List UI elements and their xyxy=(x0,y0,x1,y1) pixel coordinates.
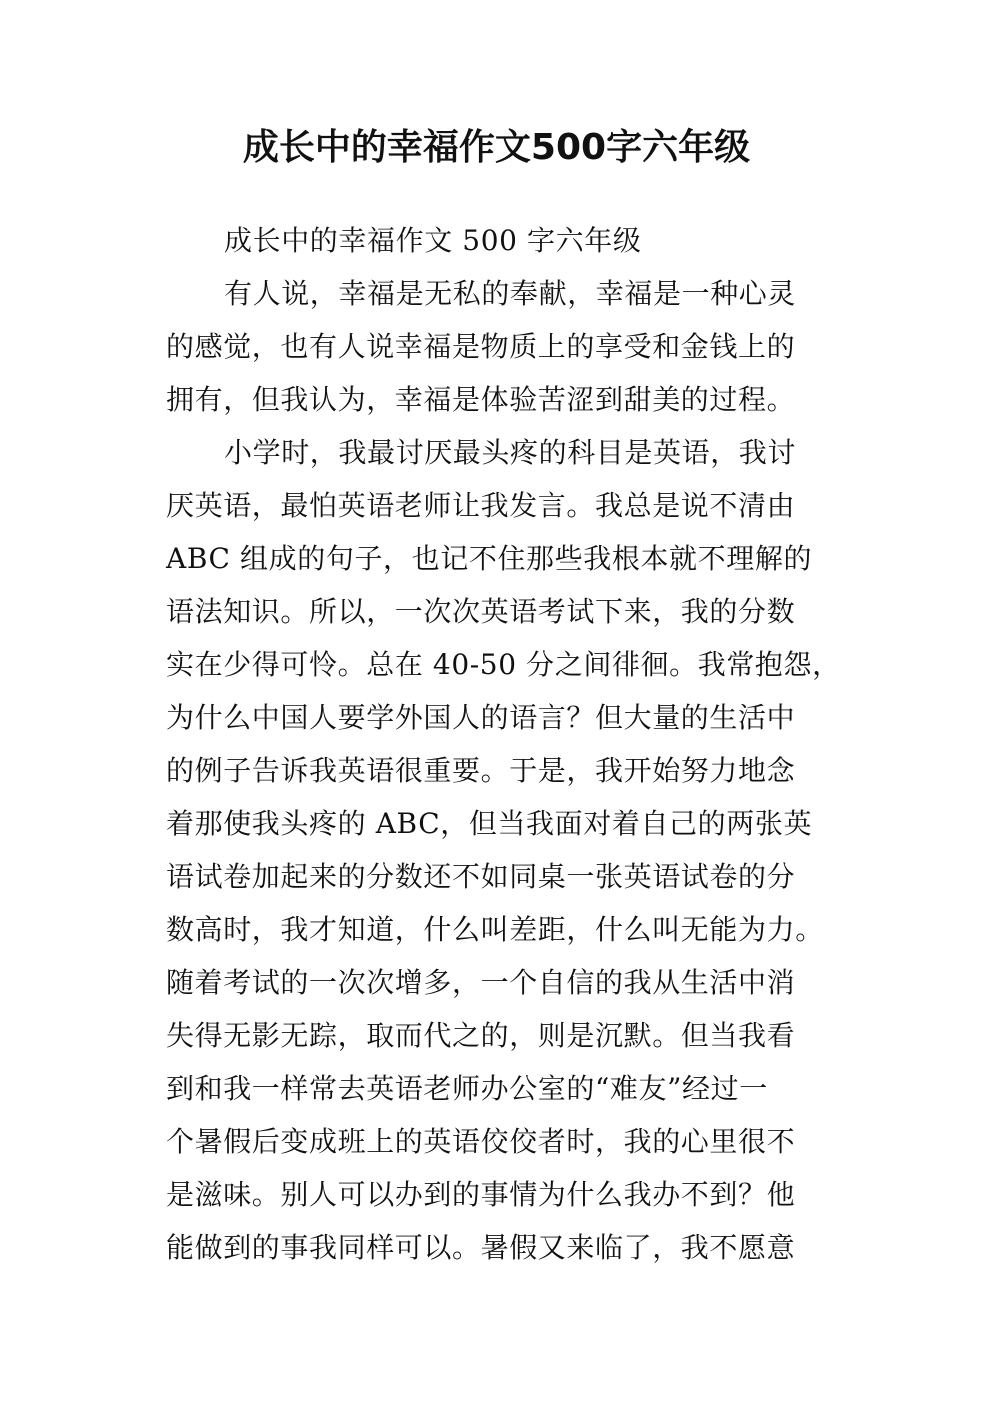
document-body xyxy=(166,214,846,1274)
paragraph-1-line-2: 的感觉，也有人说幸福是物质上的享受和金钱上的 xyxy=(166,330,796,363)
paragraph-2-line-15: 是滋味。别人可以办到的事情为什么我办不到？他 xyxy=(166,1178,796,1211)
paragraph-2-line-11: 随着考试的一次次增多，一个自信的我从生活中消 xyxy=(166,966,796,999)
paragraph-2-line-6: 为什么中国人要学外国人的语言？但大量的生活中 xyxy=(166,701,796,734)
paragraph-2-line-8: 着那使我头疼的 ABC，但当我面对着自己的两张英 xyxy=(166,807,813,840)
paragraph-2-line-16: 能做到的事我同样可以。暑假又来临了，我不愿意 xyxy=(166,1231,796,1264)
paragraph-2-line-3: ABC 组成的句子，也记不住那些我根本就不理解的 xyxy=(166,542,813,575)
document-title: 成长中的幸福作文500字六年级 xyxy=(242,127,751,168)
paragraph-2-line-7: 的例子告诉我英语很重要。于是，我开始努力地念 xyxy=(166,754,796,787)
paragraph-2-line-12: 失得无影无踪，取而代之的，则是沉默。但当我看 xyxy=(166,1019,796,1052)
subtitle-line: 成长中的幸福作文 500 字六年级 xyxy=(224,224,642,257)
paragraph-2-line-9: 语试卷加起来的分数还不如同桌一张英语试卷的分 xyxy=(166,860,796,893)
paragraph-2-line-14: 个暑假后变成班上的英语佼佼者时，我的心里很不 xyxy=(166,1125,796,1158)
paragraph-2-line-4: 语法知识。所以，一次次英语考试下来，我的分数 xyxy=(166,595,796,628)
paragraph-2-line-10: 数高时，我才知道，什么叫差距，什么叫无能为力。 xyxy=(166,913,824,946)
paragraph-1-line-3: 拥有，但我认为，幸福是体验苦涩到甜美的过程。 xyxy=(166,383,796,416)
paragraph-2-line-5: 实在少得可怜。总在 40-50 分之间徘徊。我常抱怨， xyxy=(166,648,841,681)
paragraph-1-line-1: 有人说，幸福是无私的奉献，幸福是一种心灵 xyxy=(224,277,797,310)
paragraph-2-line-2: 厌英语，最怕英语老师让我发言。我总是说不清由 xyxy=(166,489,796,522)
paragraph-2-line-1: 小学时，我最讨厌最头疼的科目是英语，我讨 xyxy=(224,436,797,469)
paragraph-2-line-13: 到和我一样常去英语老师办公室的“难友”经过一 xyxy=(166,1072,768,1105)
